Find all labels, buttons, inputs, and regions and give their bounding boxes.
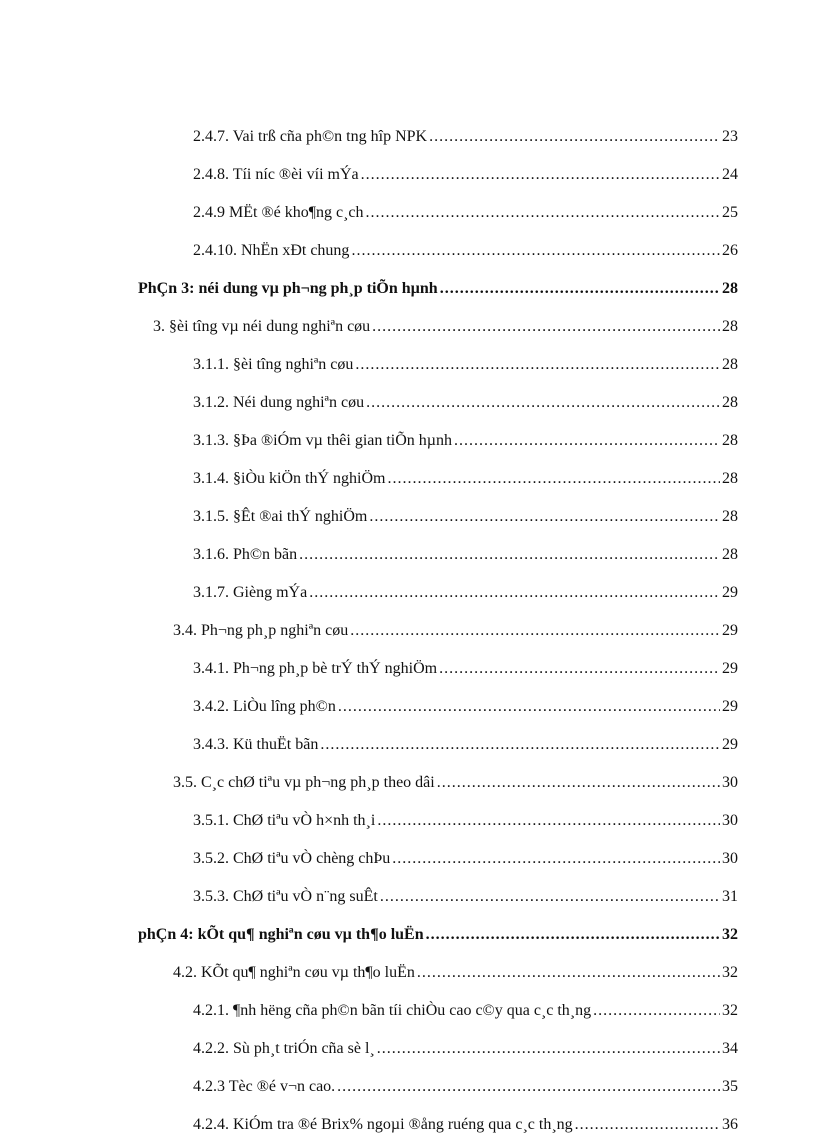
toc-entry-page: 36 — [722, 1116, 738, 1133]
toc-entry-3-5-1 — [193, 811, 738, 831]
dot-leader — [437, 773, 720, 793]
toc-entry-page: 23 — [722, 128, 738, 145]
toc-entry-title: 4.2.3 Tèc ®é v¬n cao. — [193, 1078, 336, 1095]
toc-entry-3 — [153, 317, 738, 337]
toc-entry-title: 4.2.4. KiÓm tra ®é Brix% ngoµi ®ång ruéng qua c¸c th¸ng — [193, 1116, 573, 1133]
toc-entry-page: 30 — [722, 850, 738, 867]
dot-leader — [351, 241, 720, 261]
dot-leader — [372, 317, 720, 337]
toc-entry-title: 3.5.2. ChØ tiªu vÒ chèng chÞu — [193, 850, 391, 867]
dot-leader — [392, 849, 720, 869]
toc-entry-page: 28 — [722, 318, 738, 335]
toc-entry-title: 3.4.1. Ph¬ng ph¸p bè trÝ thÝ nghiÖm — [193, 660, 438, 677]
toc-entry-3-4-2 — [193, 697, 738, 717]
toc-entry-3-4-3 — [193, 735, 738, 755]
dot-leader — [417, 963, 720, 983]
toc-entry-title: 3.1.2. Néi dung nghiªn cøu — [193, 394, 365, 411]
toc-entry-4-2-2 — [193, 1039, 738, 1059]
dot-leader — [309, 583, 720, 603]
toc-entry-2-4-9 — [193, 203, 738, 223]
toc-entry-title: 2.4.10. NhËn xÐt chung — [193, 242, 350, 259]
toc-entry-page: 32 — [722, 964, 738, 981]
toc-entry-3-5 — [173, 773, 738, 793]
toc-entry-page: 28 — [722, 394, 738, 411]
toc-entry-3-1-4 — [193, 469, 738, 489]
toc-entry-title: 3.1.6. Ph©n bãn — [193, 546, 298, 563]
toc-entry-2-4-7 — [193, 127, 738, 147]
toc-entry-page: 28 — [722, 280, 738, 297]
toc-entry-title: 3.1.4. §iÒu kiÖn thÝ nghiÖm — [193, 470, 386, 487]
toc-entry-title: phÇn 4: kÕt qu¶ nghiªn cøu vµ th¶o luËn — [138, 926, 424, 943]
dot-leader — [365, 203, 720, 223]
dot-leader — [377, 811, 720, 831]
dot-leader — [377, 1039, 720, 1059]
toc-entry-page: 30 — [722, 812, 738, 829]
toc-entry-4-2-1 — [193, 1001, 738, 1021]
toc-entry-title: 3. §èi tîng vµ néi dung nghiªn cøu — [153, 318, 371, 335]
toc-entry-title: 3.1.5. §Êt ®ai thÝ nghiÖm — [193, 508, 368, 525]
toc-entry-title: 3.4. Ph¬ng ph¸p nghiªn cøu — [173, 622, 349, 639]
toc-entry-3-1-5 — [193, 507, 738, 527]
toc-entry-page: 29 — [722, 622, 738, 639]
toc-entry-page: 29 — [722, 660, 738, 677]
dot-leader — [337, 1077, 720, 1097]
toc-entry-2-4-8 — [193, 165, 738, 185]
toc-entry-3-1-2 — [193, 393, 738, 413]
toc-entry-2-4-10 — [193, 241, 738, 261]
toc-entry-page: 28 — [722, 470, 738, 487]
toc-entry-page: 34 — [722, 1040, 738, 1057]
toc-entry-title: 2.4.7. Vai trß cña ph©n tng hîp NPK — [193, 128, 428, 145]
toc-entry-4-2-3 — [193, 1077, 738, 1097]
toc-entry-3-5-2 — [193, 849, 738, 869]
toc-entry-page: 32 — [722, 1002, 738, 1019]
toc-entry-title: 2.4.8. Tíi níc ®èi víi mÝa — [193, 166, 359, 183]
toc-entry-page: 26 — [722, 242, 738, 259]
toc-entry-title: 3.1.7. Gièng mÝa — [193, 584, 308, 601]
toc-entry-page: 28 — [722, 546, 738, 563]
dot-leader — [387, 469, 720, 489]
toc-entry-3-1-7 — [193, 583, 738, 603]
toc-entry-title: 3.4.3. Kü thuËt bãn — [193, 736, 319, 753]
dot-leader — [361, 165, 720, 185]
toc-entry-title: 3.4.2. LiÒu lîng ph©n — [193, 698, 336, 715]
dot-leader — [380, 887, 720, 907]
toc-entry-3-4-1 — [193, 659, 738, 679]
toc-entry-page: 29 — [722, 584, 738, 601]
toc-entry-4-2 — [173, 963, 738, 983]
toc-entry-page: 25 — [722, 204, 738, 221]
toc-entry-3-1-1 — [193, 355, 738, 375]
dot-leader — [338, 697, 720, 717]
dot-leader — [369, 507, 720, 527]
toc-entry-page: 32 — [722, 926, 738, 943]
toc-entry-part-3 — [138, 279, 738, 299]
dot-leader — [593, 1001, 720, 1021]
toc-entry-3-5-3 — [193, 887, 738, 907]
dot-leader — [454, 431, 720, 451]
toc-entry-3-1-6 — [193, 545, 738, 565]
toc-entry-page: 28 — [722, 508, 738, 525]
dot-leader — [355, 355, 720, 375]
toc-entry-page: 31 — [722, 888, 738, 905]
toc-entry-page: 28 — [722, 356, 738, 373]
toc-entry-title: 4.2.1. ¶nh hëng cña ph©n bãn tíi chiÒu cao c©y qua c¸c th¸ng — [193, 1002, 592, 1019]
dot-leader — [440, 279, 720, 299]
dot-leader — [575, 1115, 720, 1135]
toc-entry-3-4 — [173, 621, 738, 641]
dot-leader — [426, 925, 720, 945]
dot-leader — [299, 545, 720, 565]
toc-entry-page: 24 — [722, 166, 738, 183]
toc-entry-title: 2.4.9 MËt ®é kho¶ng c¸ch — [193, 204, 364, 221]
toc-entry-title: PhÇn 3: néi dung vµ ph¬ng ph¸p tiÕn hµnh — [138, 280, 438, 297]
toc-entry-page: 35 — [722, 1078, 738, 1095]
toc-entry-title: 3.5.1. ChØ tiªu vÒ h×nh th¸i — [193, 812, 376, 829]
toc-entry-title: 4.2.2. Sù ph¸t triÓn cña sè l¸ — [193, 1040, 375, 1057]
toc-entry-4-2-4 — [193, 1115, 738, 1135]
dot-leader — [366, 393, 720, 413]
dot-leader — [320, 735, 720, 755]
toc-entry-page: 29 — [722, 736, 738, 753]
dot-leader — [439, 659, 720, 679]
toc-entry-title: 3.1.3. §Þa ®iÓm vµ thêi gian tiÕn hµnh — [193, 432, 453, 449]
toc-entry-title: 3.1.1. §èi tîng nghiªn cøu — [193, 356, 354, 373]
toc-entry-title: 3.5.3. ChØ tiªu vÒ n¨ng suÊt — [193, 888, 378, 905]
toc-entry-title: 4.2. KÕt qu¶ nghiªn cøu vµ th¶o luËn — [173, 964, 415, 981]
toc-entry-3-1-3 — [193, 431, 738, 451]
toc-entry-page: 30 — [722, 774, 738, 791]
dot-leader — [429, 127, 720, 147]
toc-entry-part-4 — [138, 925, 738, 945]
toc-entry-page: 28 — [722, 432, 738, 449]
dot-leader — [350, 621, 720, 641]
toc-entry-title: 3.5. C¸c chØ tiªu vµ ph¬ng ph¸p theo dâi — [173, 774, 435, 791]
toc-entry-page: 29 — [722, 698, 738, 715]
